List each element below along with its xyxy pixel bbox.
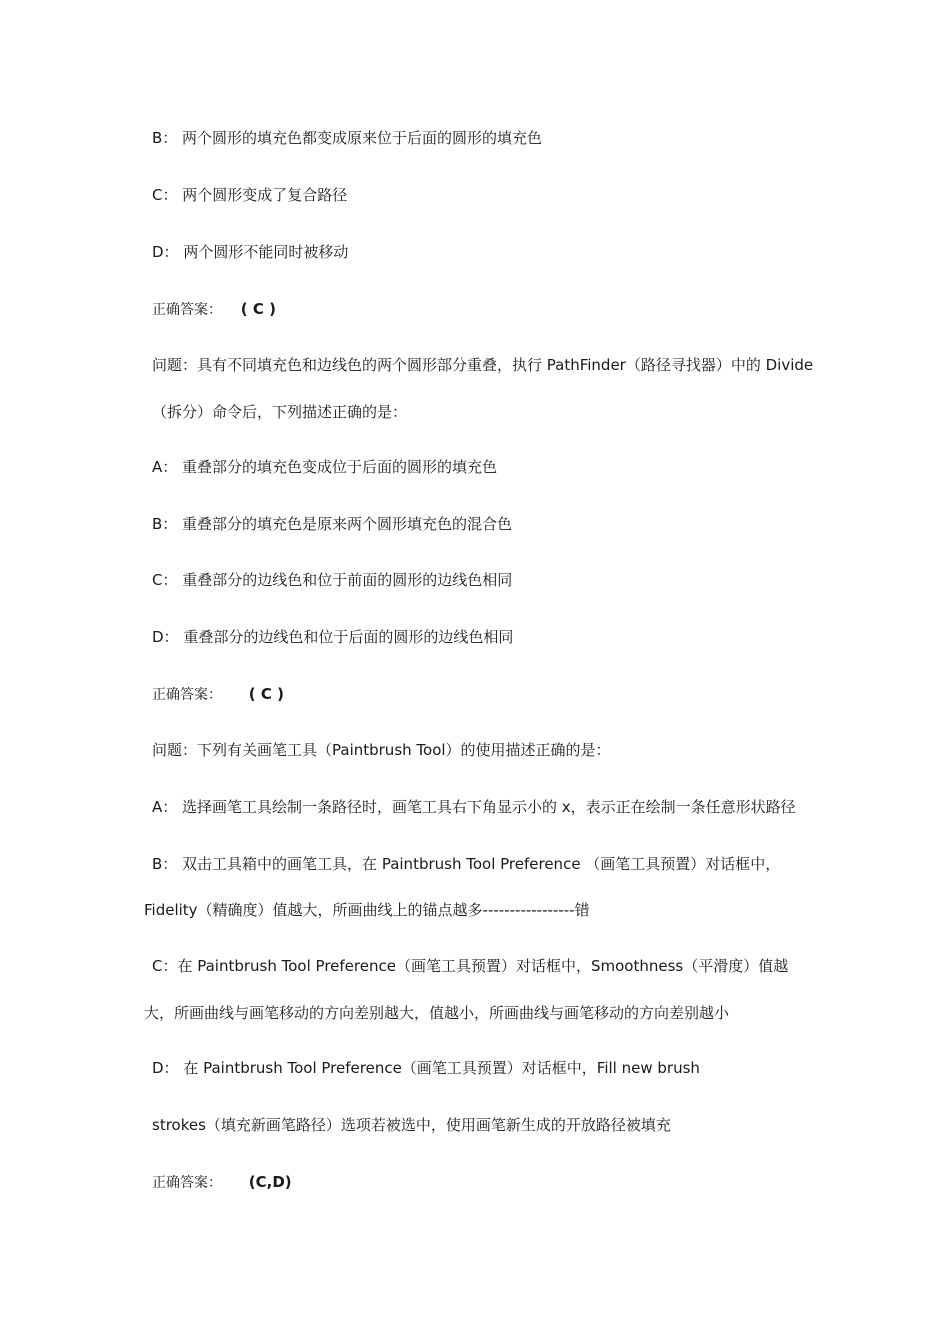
question-text-continued: （拆分）命令后，下列描述正确的是： <box>152 403 408 421</box>
option-d: D： 重叠部分的边线色和位于后面的圆形的边线色相同 <box>152 628 514 646</box>
option-c-continued: 大，所画曲线与画笔移动的方向差别越大，值越小，所画曲线与画笔移动的方向差别越小 <box>144 1004 730 1022</box>
option-d-continued: strokes（填充新画笔路径）选项若被选中，使用画笔新生成的开放路径被填充 <box>152 1116 671 1134</box>
option-a: A： 选择画笔工具绘制一条路径时，画笔工具右下角显示小的 x，表示正在绘制一条任意形状路径 <box>152 798 796 816</box>
option-c: C： 重叠部分的边线色和位于前面的圆形的边线色相同 <box>152 571 513 589</box>
option-b: B： 两个圆形的填充色都变成原来位于后面的圆形的填充色 <box>152 129 543 147</box>
correct-answer <box>152 684 284 705</box>
option-d: D： 两个圆形不能同时被移动 <box>152 243 349 261</box>
correct-answer <box>152 1172 292 1193</box>
correct-answer <box>152 299 276 320</box>
question-text: 问题：下列有关画笔工具（Paintbrush Tool）的使用描述正确的是： <box>152 741 611 759</box>
correct-answer-value: (C,D) <box>248 1173 292 1191</box>
option-b: B： 重叠部分的填充色是原来两个圆形填充色的混合色 <box>152 515 513 533</box>
correct-answer-value: ( C ) <box>248 685 284 703</box>
correct-answer-value: ( C ) <box>240 300 276 318</box>
option-b: B： 双击工具箱中的画笔工具，在 Paintbrush Tool Preference （画笔工具预置）对话框中， <box>152 855 781 873</box>
option-c: C：在 Paintbrush Tool Preference（画笔工具预置）对话框中，Smoothness（平滑度）值越 <box>152 957 789 975</box>
option-b-continued: Fidelity（精确度）值越大，所画曲线上的锚点越多-----------------错 <box>144 901 590 919</box>
correct-answer-label: 正确答案： <box>152 687 222 703</box>
option-a: A： 重叠部分的填充色变成位于后面的圆形的填充色 <box>152 458 498 476</box>
correct-answer-label: 正确答案： <box>152 1175 222 1191</box>
option-d: D： 在 Paintbrush Tool Preference（画笔工具预置）对话框中，Fill new brush <box>152 1059 700 1077</box>
question-text: 问题：具有不同填充色和边线色的两个圆形部分重叠，执行 PathFinder（路径寻找器）中的 Divide <box>152 356 814 374</box>
correct-answer-label: 正确答案： <box>152 302 222 318</box>
option-c: C： 两个圆形变成了复合路径 <box>152 186 348 204</box>
